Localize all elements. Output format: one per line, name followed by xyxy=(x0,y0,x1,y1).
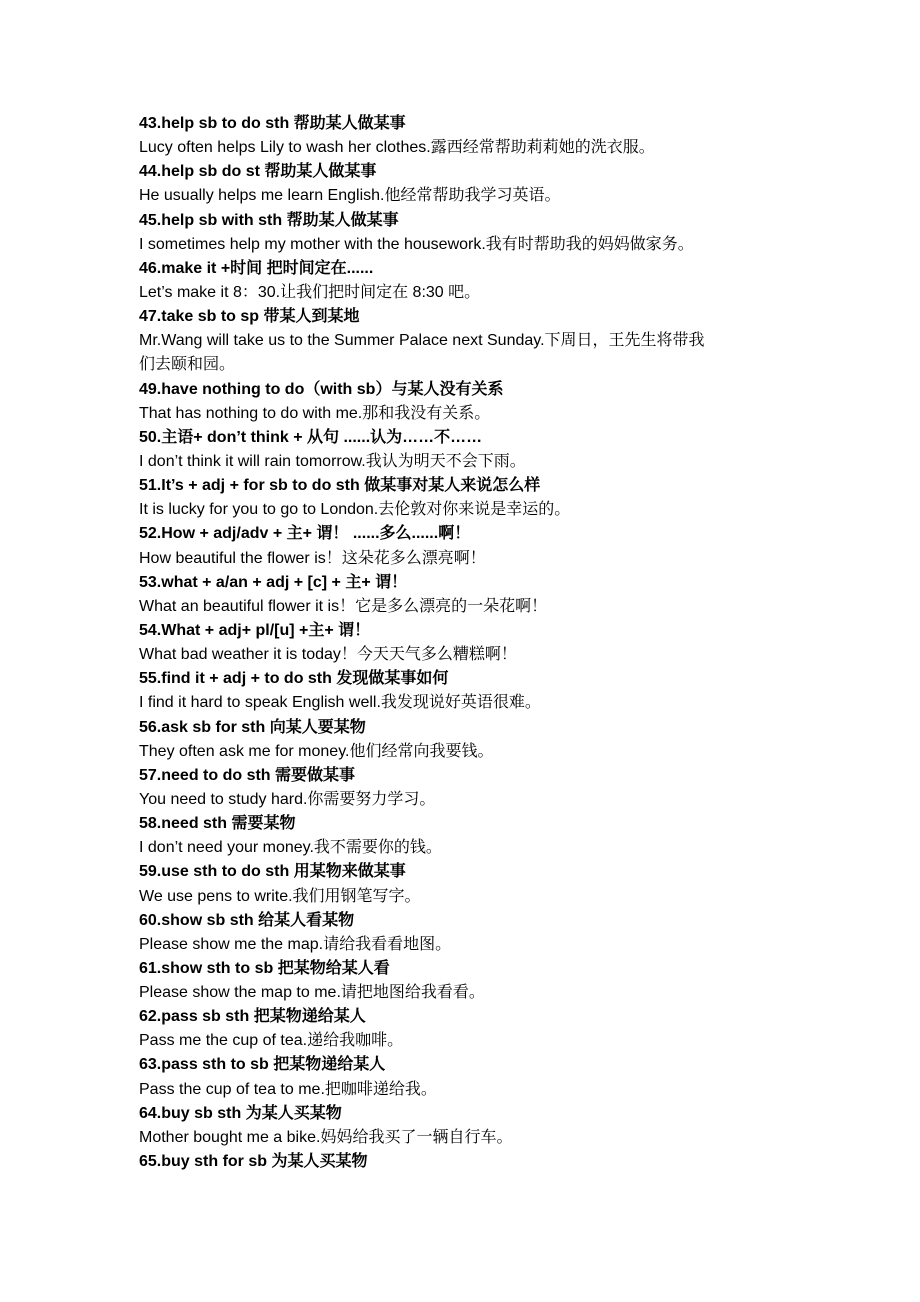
example-sentence: 们去颐和园。 xyxy=(139,356,236,374)
example-sentence: Please show the map to me.请把地图给我看看。 xyxy=(139,984,485,1002)
example-sentence: I find it hard to speak English well.我发现说好英语很难。 xyxy=(139,694,541,712)
example-sentence: Mother bought me a bike.妈妈给我买了一辆自行车。 xyxy=(139,1128,513,1146)
example-sentence: Let’s make it 8：30.让我们把时间定在 8:30 吧。 xyxy=(139,283,481,301)
example-sentence: What bad weather it is today！今天天气多么糟糕啊！ xyxy=(139,646,517,664)
phrase-heading: 58.need sth 需要某物 xyxy=(139,815,296,833)
example-sentence: They often ask me for money.他们经常向我要钱。 xyxy=(139,742,494,760)
phrase-heading: 52.How + adj/adv + 主+ 谓！ ......多么......啊！ xyxy=(139,525,471,543)
phrase-heading: 54.What + adj+ pl/[u] +主+ 谓！ xyxy=(139,621,371,639)
phrase-heading: 59.use sth to do sth 用某物来做某事 xyxy=(139,863,406,881)
phrase-heading: 44.help sb do st 帮助某人做某事 xyxy=(139,163,377,181)
phrase-heading: 64.buy sb sth 为某人买某物 xyxy=(139,1104,342,1122)
example-sentence: That has nothing to do with me.那和我没有关系。 xyxy=(139,404,491,422)
example-sentence: He usually helps me learn English.他经常帮助我学习英语。 xyxy=(139,187,561,205)
example-sentence: Please show me the map.请给我看看地图。 xyxy=(139,935,452,953)
example-sentence: I don’t think it will rain tomorrow.我认为明天不会下雨。 xyxy=(139,452,526,470)
example-sentence: You need to study hard.你需要努力学习。 xyxy=(139,790,436,808)
phrase-heading: 51.It’s + adj + for sb to do sth 做某事对某人来说怎么样 xyxy=(139,477,541,495)
phrase-heading: 63.pass sth to sb 把某物递给某人 xyxy=(139,1056,386,1074)
phrase-heading: 61.show sth to sb 把某物给某人看 xyxy=(139,959,390,977)
example-sentence: Lucy often helps Lily to wash her clothes.露西经常帮助莉莉她的洗衣服。 xyxy=(139,139,655,157)
phrase-heading: 45.help sb with sth 帮助某人做某事 xyxy=(139,211,399,229)
phrase-heading: 47.take sb to sp 带某人到某地 xyxy=(139,308,360,326)
phrase-heading: 43.help sb to do sth 帮助某人做某事 xyxy=(139,115,406,132)
example-sentence: Mr.Wang will take us to the Summer Palace next Sunday.下周日，王先生将带我 xyxy=(139,332,705,350)
phrase-heading: 62.pass sb sth 把某物递给某人 xyxy=(139,1008,366,1026)
phrase-heading: 53.what + a/an + adj + [c] + 主+ 谓！ xyxy=(139,573,408,591)
phrase-heading: 60.show sb sth 给某人看某物 xyxy=(139,911,355,929)
example-sentence: Pass me the cup of tea.递给我咖啡。 xyxy=(139,1032,404,1050)
example-sentence: We use pens to write.我们用钢笔写字。 xyxy=(139,887,421,905)
phrase-heading: 57.need to do sth 需要做某事 xyxy=(139,766,356,784)
phrase-heading: 65.buy sth for sb 为某人买某物 xyxy=(139,1153,368,1171)
phrase-heading: 55.find it + adj + to do sth 发现做某事如何 xyxy=(139,670,449,688)
example-sentence: I sometimes help my mother with the housework.我有时帮助我的妈妈做家务。 xyxy=(139,235,694,253)
phrase-heading: 46.make it +时间 把时间定在...... xyxy=(139,259,374,277)
example-sentence: I don’t need your money.我不需要你的钱。 xyxy=(139,839,442,857)
example-sentence: Pass the cup of tea to me.把咖啡递给我。 xyxy=(139,1080,437,1098)
example-sentence: How beautiful the flower is！这朵花多么漂亮啊！ xyxy=(139,549,486,567)
document-body xyxy=(139,112,799,1174)
phrase-heading: 49.have nothing to do（with sb）与某人没有关系 xyxy=(139,380,504,398)
phrase-heading: 50.主语+ don’t think + 从句 ......认为……不…… xyxy=(139,428,483,446)
example-sentence: It is lucky for you to go to London.去伦敦对你来说是幸运的。 xyxy=(139,501,571,519)
example-sentence: What an beautiful flower it is！它是多么漂亮的一朵花啊！ xyxy=(139,597,548,615)
phrase-heading: 56.ask sb for sth 向某人要某物 xyxy=(139,718,366,736)
